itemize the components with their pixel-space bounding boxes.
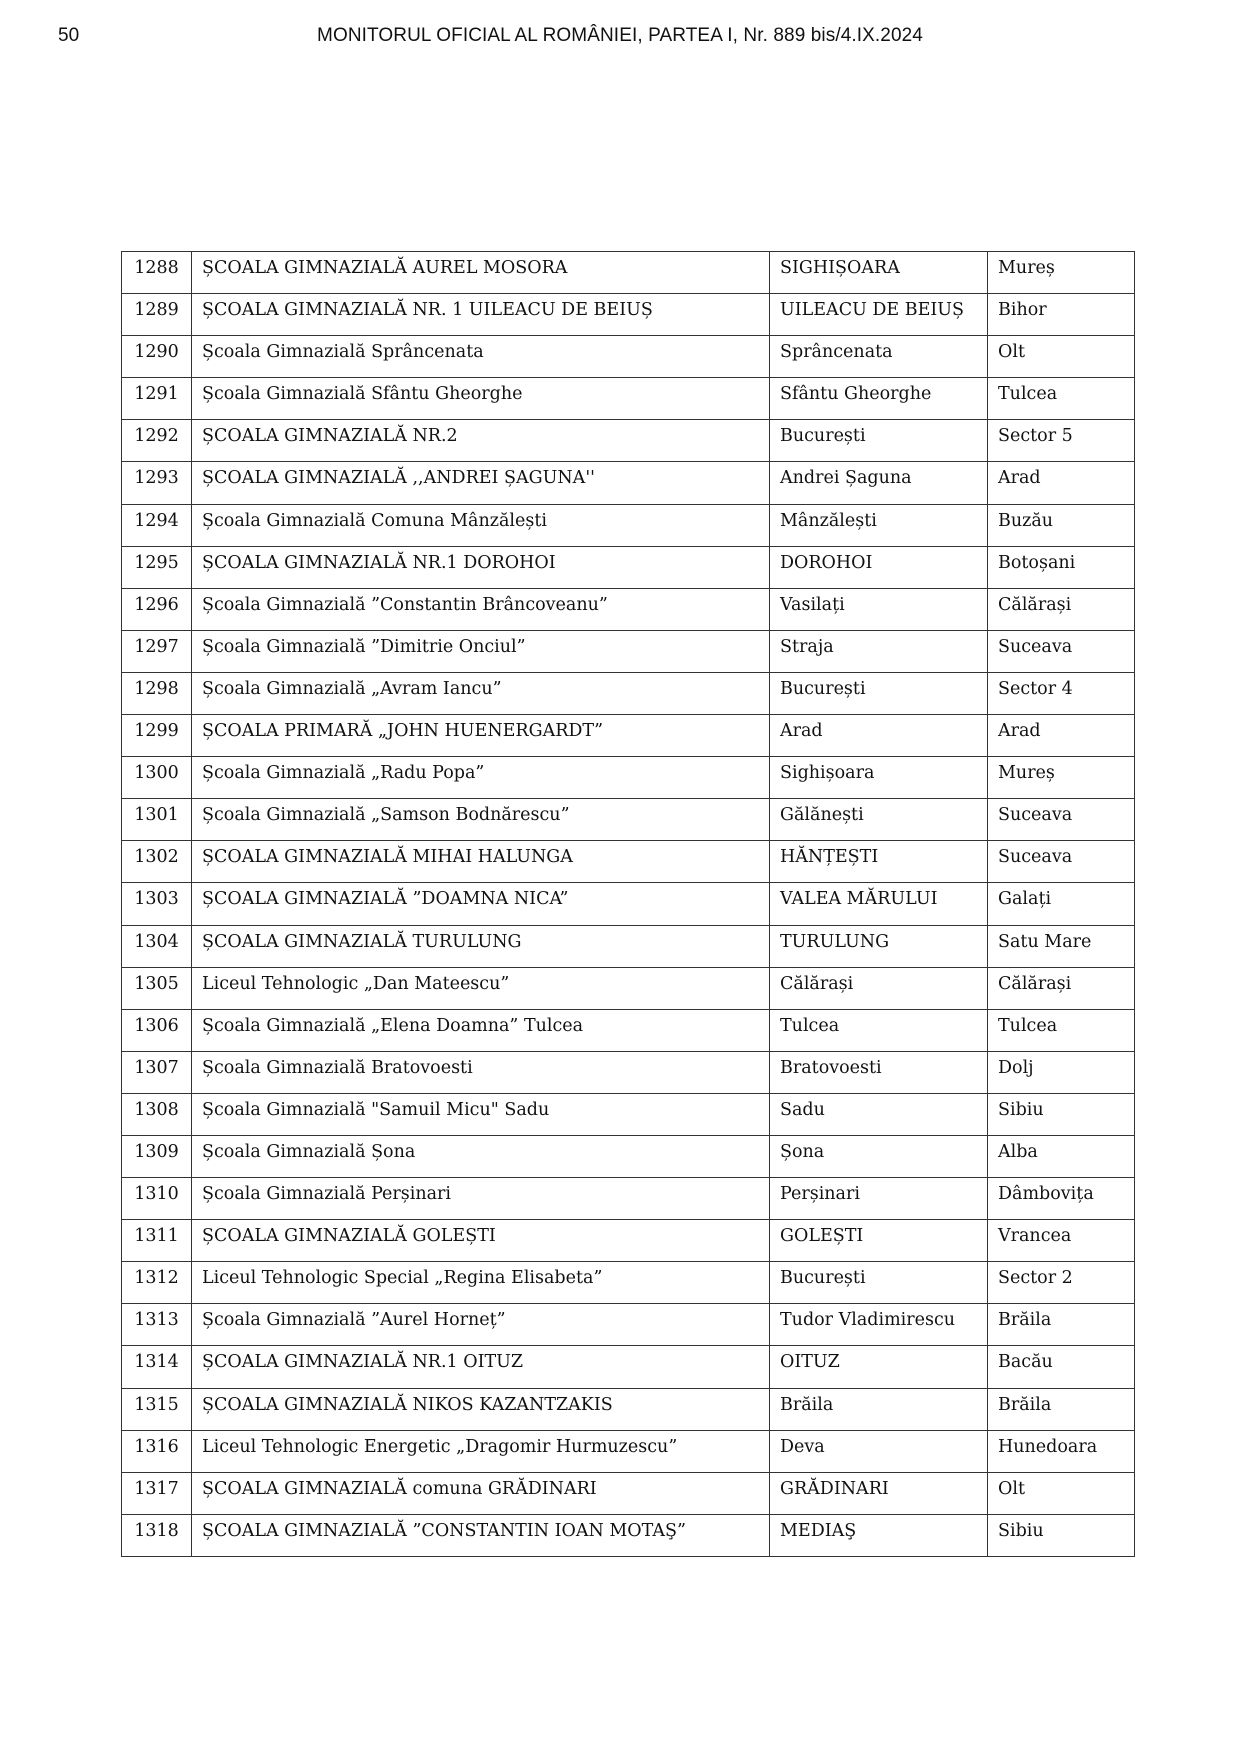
school-name: Școala Gimnazială „Elena Doamna” Tulcea xyxy=(192,1009,770,1051)
row-number: 1316 xyxy=(122,1430,192,1472)
row-number: 1317 xyxy=(122,1472,192,1514)
school-name: ȘCOALA GIMNAZIALĂ NR.2 xyxy=(192,420,770,462)
school-name: Școala Gimnazială Sprâncenata xyxy=(192,336,770,378)
county: Tulcea xyxy=(988,378,1135,420)
county: Sector 5 xyxy=(988,420,1135,462)
school-name: ȘCOALA GIMNAZIALĂ TURULUNG xyxy=(192,925,770,967)
county: Buzău xyxy=(988,504,1135,546)
table-row xyxy=(122,1051,1135,1093)
table-row xyxy=(122,1304,1135,1346)
locality: Perșinari xyxy=(770,1178,988,1220)
locality: Vasilați xyxy=(770,588,988,630)
county: Arad xyxy=(988,462,1135,504)
locality: București xyxy=(770,420,988,462)
school-name: ȘCOALA GIMNAZIALĂ ,,ANDREI ȘAGUNA'' xyxy=(192,462,770,504)
table-row xyxy=(122,1009,1135,1051)
county: Mureș xyxy=(988,757,1135,799)
school-name: Școala Gimnazială Perșinari xyxy=(192,1178,770,1220)
row-number: 1308 xyxy=(122,1093,192,1135)
row-number: 1312 xyxy=(122,1262,192,1304)
locality: Mânzălești xyxy=(770,504,988,546)
locality: DOROHOI xyxy=(770,546,988,588)
table-row xyxy=(122,1262,1135,1304)
table-row xyxy=(122,967,1135,1009)
row-number: 1294 xyxy=(122,504,192,546)
table-row xyxy=(122,799,1135,841)
school-name: Școala Gimnazială „Radu Popa” xyxy=(192,757,770,799)
table-row xyxy=(122,588,1135,630)
locality: București xyxy=(770,1262,988,1304)
locality: Sadu xyxy=(770,1093,988,1135)
school-name: Școala Gimnazială "Samuil Micu" Sadu xyxy=(192,1093,770,1135)
school-name: Școala Gimnazială „Avram Iancu” xyxy=(192,672,770,714)
table-row xyxy=(122,925,1135,967)
school-name: Școala Gimnazială Bratovoesti xyxy=(192,1051,770,1093)
row-number: 1299 xyxy=(122,715,192,757)
table-row xyxy=(122,462,1135,504)
row-number: 1304 xyxy=(122,925,192,967)
row-number: 1315 xyxy=(122,1388,192,1430)
row-number: 1310 xyxy=(122,1178,192,1220)
row-number: 1295 xyxy=(122,546,192,588)
county: Călărași xyxy=(988,967,1135,1009)
schools-table-body xyxy=(122,252,1135,1557)
locality: Șona xyxy=(770,1135,988,1177)
county: Suceava xyxy=(988,630,1135,672)
county: Bihor xyxy=(988,294,1135,336)
table-row xyxy=(122,504,1135,546)
school-name: Școala Gimnazială ”Aurel Horneț” xyxy=(192,1304,770,1346)
row-number: 1309 xyxy=(122,1135,192,1177)
school-name: ȘCOALA GIMNAZIALĂ AUREL MOSORA xyxy=(192,252,770,294)
table-row xyxy=(122,1346,1135,1388)
table-row xyxy=(122,883,1135,925)
row-number: 1290 xyxy=(122,336,192,378)
school-name: Liceul Tehnologic „Dan Mateescu” xyxy=(192,967,770,1009)
locality: Bratovoesti xyxy=(770,1051,988,1093)
school-name: Liceul Tehnologic Energetic „Dragomir Hurmuzescu” xyxy=(192,1430,770,1472)
row-number: 1289 xyxy=(122,294,192,336)
county: Tulcea xyxy=(988,1009,1135,1051)
school-name: ȘCOALA GIMNAZIALĂ NR.1 OITUZ xyxy=(192,1346,770,1388)
county: Suceava xyxy=(988,799,1135,841)
journal-header: MONITORUL OFICIAL AL ROMÂNIEI, PARTEA I, Nr. 889 bis/4.IX.2024 xyxy=(317,25,923,46)
table-row xyxy=(122,715,1135,757)
county: Sibiu xyxy=(988,1093,1135,1135)
county: Botoșani xyxy=(988,546,1135,588)
county: Galați xyxy=(988,883,1135,925)
table-row xyxy=(122,252,1135,294)
row-number: 1297 xyxy=(122,630,192,672)
county: Alba xyxy=(988,1135,1135,1177)
row-number: 1302 xyxy=(122,841,192,883)
county: Brăila xyxy=(988,1388,1135,1430)
school-name: ȘCOALA GIMNAZIALĂ MIHAI HALUNGA xyxy=(192,841,770,883)
row-number: 1314 xyxy=(122,1346,192,1388)
county: Mureș xyxy=(988,252,1135,294)
row-number: 1296 xyxy=(122,588,192,630)
locality: Sprâncenata xyxy=(770,336,988,378)
table-row xyxy=(122,1514,1135,1556)
county: Sibiu xyxy=(988,1514,1135,1556)
locality: SIGHIȘOARA xyxy=(770,252,988,294)
row-number: 1298 xyxy=(122,672,192,714)
table-row xyxy=(122,420,1135,462)
county: Bacău xyxy=(988,1346,1135,1388)
table-row xyxy=(122,1135,1135,1177)
county: Arad xyxy=(988,715,1135,757)
county: Suceava xyxy=(988,841,1135,883)
locality: Gălănești xyxy=(770,799,988,841)
school-name: Școala Gimnazială Sfântu Gheorghe xyxy=(192,378,770,420)
locality: Sfântu Gheorghe xyxy=(770,378,988,420)
table-row xyxy=(122,1430,1135,1472)
table-row xyxy=(122,1388,1135,1430)
school-name: ȘCOALA GIMNAZIALĂ comuna GRĂDINARI xyxy=(192,1472,770,1514)
school-name: ȘCOALA GIMNAZIALĂ ”DOAMNA NICA” xyxy=(192,883,770,925)
row-number: 1311 xyxy=(122,1220,192,1262)
locality: Brăila xyxy=(770,1388,988,1430)
table-row xyxy=(122,1178,1135,1220)
county: Vrancea xyxy=(988,1220,1135,1262)
school-name: ȘCOALA GIMNAZIALĂ NR. 1 UILEACU DE BEIUȘ xyxy=(192,294,770,336)
school-name: Școala Gimnazială ”Constantin Brâncoveanu” xyxy=(192,588,770,630)
table-row xyxy=(122,757,1135,799)
table-row xyxy=(122,294,1135,336)
school-name: Școala Gimnazială ”Dimitrie Onciul” xyxy=(192,630,770,672)
page-number: 50 xyxy=(58,25,80,46)
locality: Arad xyxy=(770,715,988,757)
county: Călărași xyxy=(988,588,1135,630)
row-number: 1293 xyxy=(122,462,192,504)
locality: GRĂDINARI xyxy=(770,1472,988,1514)
table-row xyxy=(122,630,1135,672)
table-row xyxy=(122,546,1135,588)
locality: Sighișoara xyxy=(770,757,988,799)
locality: Tulcea xyxy=(770,1009,988,1051)
county: Brăila xyxy=(988,1304,1135,1346)
locality: Tudor Vladimirescu xyxy=(770,1304,988,1346)
row-number: 1301 xyxy=(122,799,192,841)
school-name: ȘCOALA GIMNAZIALĂ ”CONSTANTIN IOAN MOTAŞ” xyxy=(192,1514,770,1556)
school-name: ȘCOALA GIMNAZIALĂ GOLEȘTI xyxy=(192,1220,770,1262)
county: Dâmbovița xyxy=(988,1178,1135,1220)
locality: Deva xyxy=(770,1430,988,1472)
county: Satu Mare xyxy=(988,925,1135,967)
schools-table xyxy=(121,251,1135,1557)
row-number: 1303 xyxy=(122,883,192,925)
row-number: 1288 xyxy=(122,252,192,294)
locality: Andrei Șaguna xyxy=(770,462,988,504)
table-row xyxy=(122,1472,1135,1514)
school-name: Școala Gimnazială Șona xyxy=(192,1135,770,1177)
locality: GOLEȘTI xyxy=(770,1220,988,1262)
table-row xyxy=(122,378,1135,420)
locality: OITUZ xyxy=(770,1346,988,1388)
row-number: 1292 xyxy=(122,420,192,462)
locality: HĂNȚEȘTI xyxy=(770,841,988,883)
row-number: 1306 xyxy=(122,1009,192,1051)
table-row xyxy=(122,1220,1135,1262)
locality: Călărași xyxy=(770,967,988,1009)
county: Dolj xyxy=(988,1051,1135,1093)
table-row xyxy=(122,672,1135,714)
table-row xyxy=(122,1093,1135,1135)
row-number: 1318 xyxy=(122,1514,192,1556)
county: Sector 2 xyxy=(988,1262,1135,1304)
locality: UILEACU DE BEIUȘ xyxy=(770,294,988,336)
school-name: ȘCOALA GIMNAZIALĂ NR.1 DOROHOI xyxy=(192,546,770,588)
row-number: 1300 xyxy=(122,757,192,799)
county: Hunedoara xyxy=(988,1430,1135,1472)
row-number: 1305 xyxy=(122,967,192,1009)
row-number: 1313 xyxy=(122,1304,192,1346)
row-number: 1307 xyxy=(122,1051,192,1093)
row-number: 1291 xyxy=(122,378,192,420)
school-name: ȘCOALA PRIMARĂ „JOHN HUENERGARDT” xyxy=(192,715,770,757)
county: Olt xyxy=(988,336,1135,378)
locality: București xyxy=(770,672,988,714)
school-name: ȘCOALA GIMNAZIALĂ NIKOS KAZANTZAKIS xyxy=(192,1388,770,1430)
locality: TURULUNG xyxy=(770,925,988,967)
county: Sector 4 xyxy=(988,672,1135,714)
school-name: Școala Gimnazială „Samson Bodnărescu” xyxy=(192,799,770,841)
locality: Straja xyxy=(770,630,988,672)
school-name: Școala Gimnazială Comuna Mânzălești xyxy=(192,504,770,546)
locality: MEDIAŞ xyxy=(770,1514,988,1556)
locality: VALEA MĂRULUI xyxy=(770,883,988,925)
table-row xyxy=(122,336,1135,378)
table-row xyxy=(122,841,1135,883)
school-name: Liceul Tehnologic Special „Regina Elisabeta” xyxy=(192,1262,770,1304)
county: Olt xyxy=(988,1472,1135,1514)
